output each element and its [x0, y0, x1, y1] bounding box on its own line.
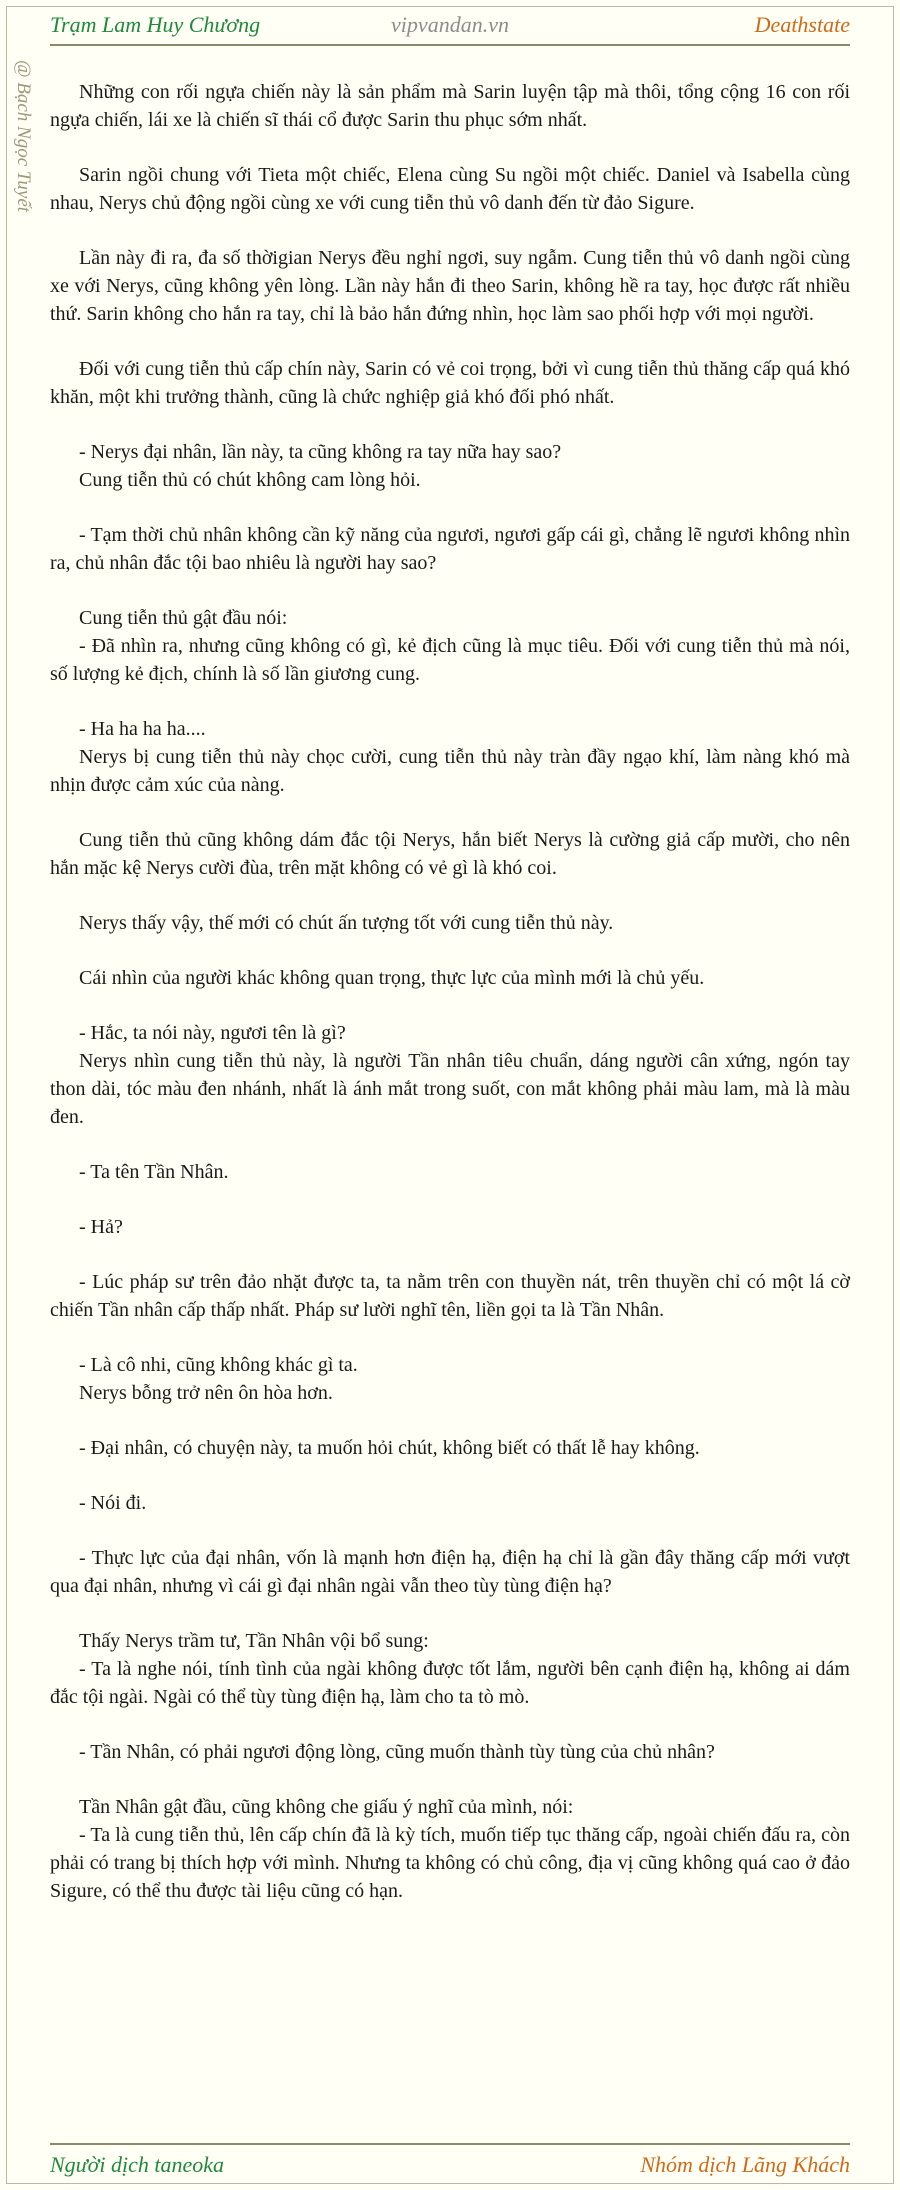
paragraph: Cung tiễn thủ cũng không dám đắc tội Nerys, hắn biết Nerys là cường giả cấp mười, cho nên hắn mặc kệ Nerys cười đùa, trên mặt không có vẻ gì là khó coi.: [50, 829, 850, 879]
paragraph: - Đã nhìn ra, nhưng cũng không có gì, kẻ địch cũng là mục tiêu. Đối với cung tiễn thủ mà nói, số lượng kẻ địch, chính là số lần giương cung.: [50, 635, 850, 685]
paragraph: - Nerys đại nhân, lần này, ta cũng không ra tay nữa hay sao?: [79, 441, 562, 463]
paragraph: - Hả?: [79, 1216, 123, 1238]
paragraph: Nerys bỗng trở nên ôn hòa hơn.: [79, 1382, 333, 1404]
header-book-title: Trạm Lam Huy Chương: [50, 12, 261, 37]
paragraph: Cái nhìn của người khác không quan trọng, thực lực của mình mới là chủ yếu.: [79, 967, 705, 989]
paragraph: - Đại nhân, có chuyện này, ta muốn hỏi chút, không biết có thất lễ hay không.: [79, 1437, 700, 1459]
paragraph: - Tạm thời chủ nhân không cần kỹ năng của ngươi, ngươi gấp cái gì, chẳng lẽ ngươi không nhìn ra, chủ nhân đắc tội bao nhiêu là người hay sao?: [50, 524, 850, 574]
paragraph: Thấy Nerys trầm tư, Tần Nhân vội bổ sung:: [79, 1630, 429, 1652]
paragraph: - Hắc, ta nói này, ngươi tên là gì?: [79, 1022, 346, 1044]
paragraph: Nerys nhìn cung tiễn thủ này, là người Tần nhân tiêu chuẩn, dáng người cân xứng, ngón tay thon dài, tóc màu đen nhánh, nhất là ánh mắt trong suốt, con mắt không phải màu lam, mà là màu đen.: [50, 1050, 850, 1128]
paragraph: - Thực lực của đại nhân, vốn là mạnh hơn điện hạ, điện hạ chỉ là gần đây thăng cấp mới vượt qua đại nhân, nhưng vì cái gì đại nhân ngài vẫn theo tùy tùng điện hạ?: [50, 1547, 850, 1597]
footer-rule: [50, 2143, 850, 2145]
paragraph: Những con rối ngựa chiến này là sản phẩm mà Sarin luyện tập mà thôi, tổng cộng 16 con rối ngựa chiến, lái xe là chiến sĩ thái cổ được Sarin thu phục sớm nhất.: [50, 81, 850, 131]
page-header: [50, 10, 850, 40]
paragraph: Sarin ngồi chung với Tieta một chiếc, Elena cùng Su ngồi một chiếc. Daniel và Isabella cùng nhau, Nerys chủ động ngồi cùng xe với cung tiễn thủ vô danh đến từ đảo Sigure.: [50, 164, 850, 214]
paragraph: Nerys bị cung tiễn thủ này chọc cười, cung tiễn thủ này tràn đầy ngạo khí, làm nàng khó mà nhịn được cảm xúc của nàng.: [50, 746, 850, 796]
header-rule: [50, 44, 850, 46]
paragraph: Cung tiễn thủ có chút không cam lòng hỏi.: [79, 469, 421, 491]
paragraph: - Ta tên Tần Nhân.: [79, 1161, 229, 1183]
paragraph: - Ta là cung tiễn thủ, lên cấp chín đã là kỳ tích, muốn tiếp tục thăng cấp, ngoài chiến đấu ra, còn phải có trang bị thích hợp với mình. Nhưng ta không có chủ công, địa vị cũng không quá cao ở đảo Sigure, có thể thu được tài liệu cũng có hạn.: [50, 1824, 850, 1902]
paragraph: - Nói đi.: [79, 1492, 147, 1514]
paragraph: Cung tiễn thủ gật đầu nói:: [79, 607, 288, 629]
chapter-text: [50, 78, 850, 1905]
paragraph: Đối với cung tiễn thủ cấp chín này, Sarin có vẻ coi trọng, bởi vì cung tiễn thủ thăng cấp quá khó khăn, một khi trưởng thành, cũng là chức nghiệp giả khó đối phó nhất.: [50, 358, 850, 408]
paragraph: Lần này đi ra, đa số thờigian Nerys đều nghỉ ngơi, suy ngẫm. Cung tiễn thủ vô danh ngồi cùng xe với Nerys, cũng không yên lòng. Lần này hắn đi theo Sarin, không hề ra tay, học được rất nhiều thứ. Sarin không cho hắn ra tay, chỉ là bảo hắn đứng nhìn, học làm sao phối hợp với mọi người.: [50, 247, 850, 325]
footer-group: Nhóm dịch Lãng Khách: [640, 2152, 850, 2177]
side-watermark: @ Bạch Ngọc Tuyết: [13, 60, 34, 213]
paragraph: - Tần Nhân, có phải ngươi động lòng, cũng muốn thành tùy tùng của chủ nhân?: [79, 1741, 715, 1763]
header-author: Deathstate: [754, 12, 850, 37]
header-site: vipvandan.vn: [391, 12, 509, 37]
paragraph: - Lúc pháp sư trên đảo nhặt được ta, ta nằm trên con thuyền nát, trên thuyền chỉ có một lá cờ chiến Tần nhân cấp thấp nhất. Pháp sư lười nghĩ tên, liền gọi ta là Tần Nhân.: [50, 1271, 850, 1321]
paragraph: Nerys thấy vậy, thế mới có chút ấn tượng tốt với cung tiễn thủ này.: [79, 912, 614, 934]
footer-translator: Người dịch taneoka: [50, 2152, 225, 2177]
paragraph: Tần Nhân gật đầu, cũng không che giấu ý nghĩ của mình, nói:: [79, 1796, 574, 1818]
paragraph: - Ta là nghe nói, tính tình của ngài không được tốt lắm, người bên cạnh điện hạ, không ai dám đắc tội ngài. Ngài có thể tùy tùng điện hạ, làm cho ta tò mò.: [50, 1658, 850, 1708]
page-footer: [50, 2150, 850, 2180]
paragraph: - Là cô nhi, cũng không khác gì ta.: [79, 1354, 358, 1376]
paragraph: - Ha ha ha ha....: [79, 718, 206, 740]
